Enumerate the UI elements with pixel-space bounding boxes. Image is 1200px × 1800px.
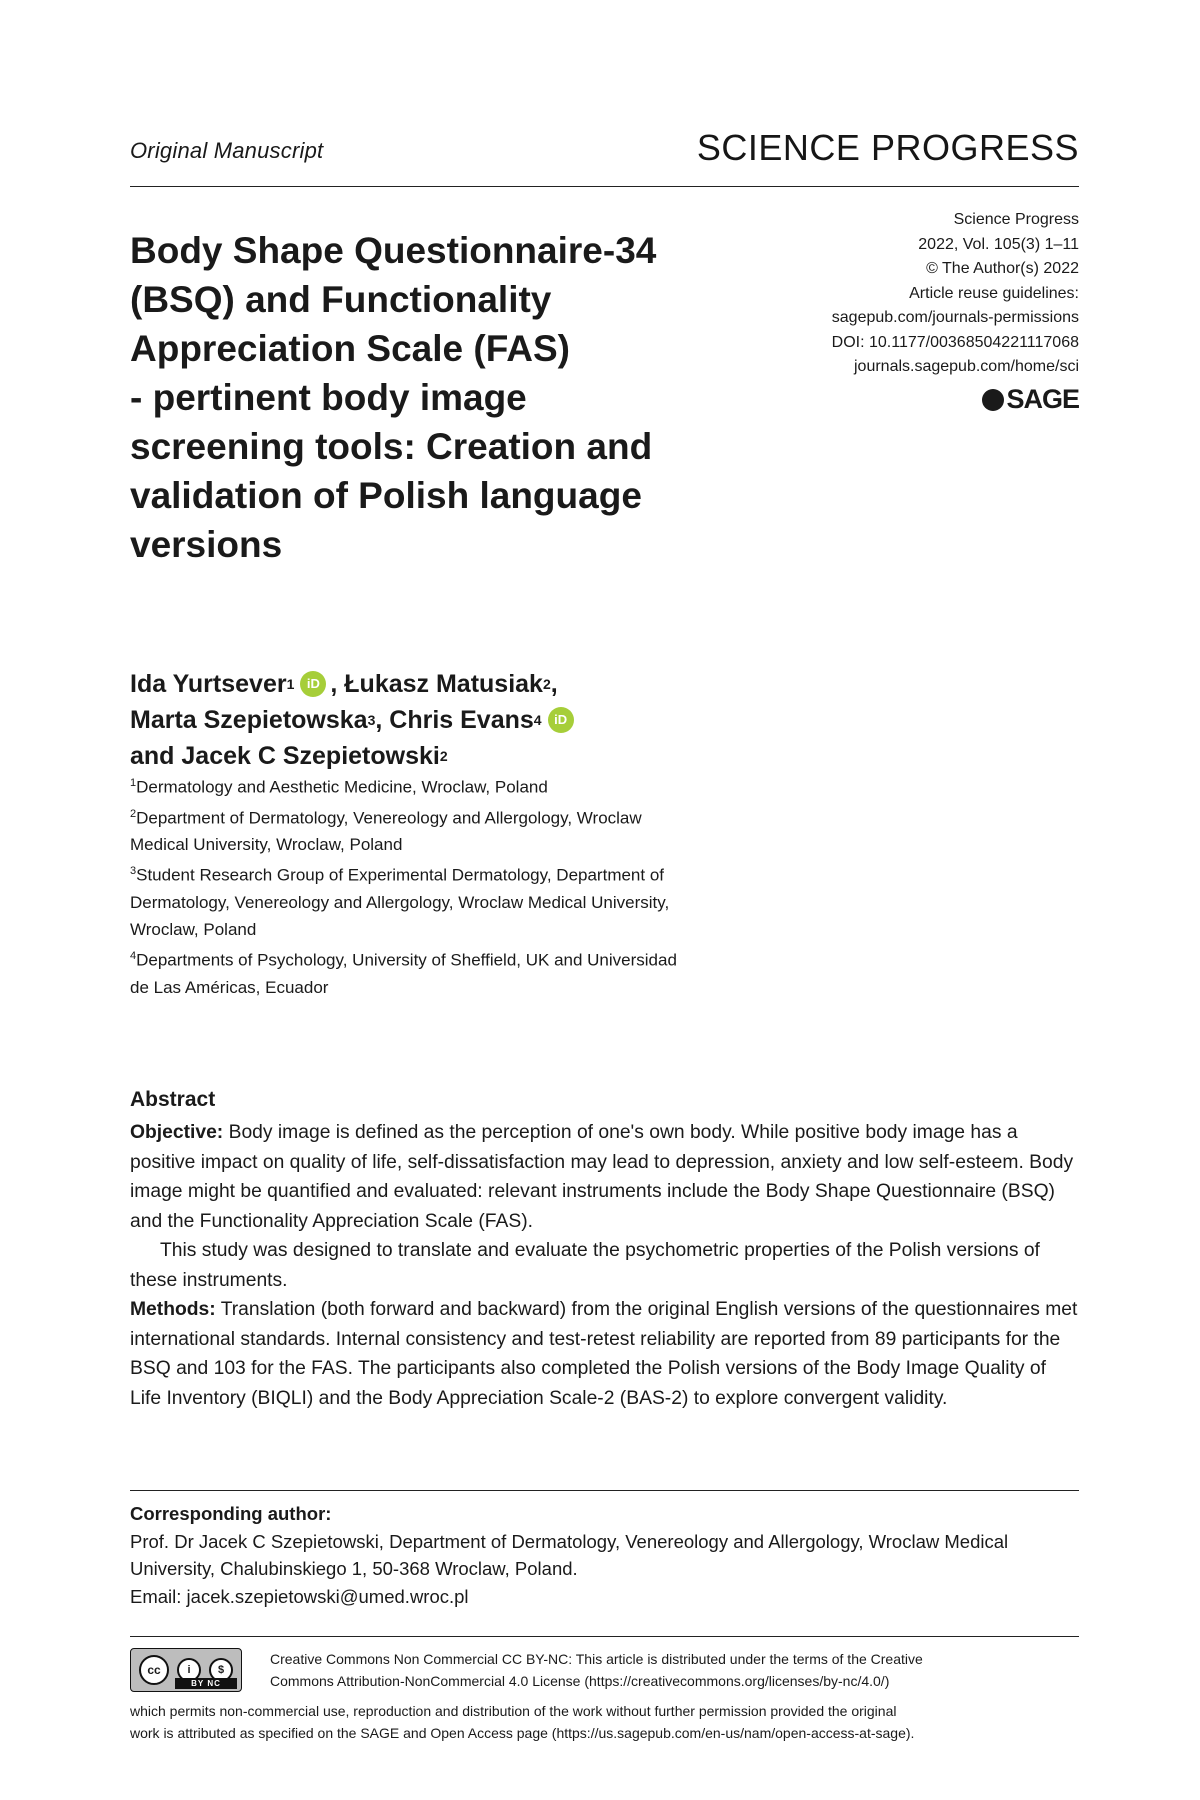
header-divider xyxy=(130,186,1079,187)
abstract-body xyxy=(130,1118,1079,1413)
title-line: (BSQ) and Functionality xyxy=(130,279,552,320)
abstract-objective xyxy=(130,1118,1079,1236)
methods-label: Methods: xyxy=(130,1299,216,1320)
nc-icon: $ xyxy=(209,1658,233,1682)
article-meta xyxy=(832,208,1079,380)
meta-journal: Science Progress xyxy=(953,211,1079,228)
license-line: Creative Commons Non Commercial CC BY-NC: This article is distributed under the terms of the Creative xyxy=(270,1651,923,1667)
objective-label: Objective: xyxy=(130,1122,224,1143)
sage-logo xyxy=(982,384,1079,415)
corresponding-divider xyxy=(130,1490,1079,1491)
cc-icon: cc xyxy=(139,1655,169,1685)
corresponding-line: Prof. Dr Jacek C Szepietowski, Department of Dermatology, Venereology and Allergology, Wroclaw Medical xyxy=(130,1530,1009,1552)
affiliation-sup: 4 xyxy=(130,949,137,962)
author-name: , Chris Evans xyxy=(375,706,534,734)
affiliations xyxy=(130,770,770,1001)
affiliation-3-cont: Wroclaw, Poland xyxy=(130,919,257,939)
title-line: validation of Polish language xyxy=(130,475,642,516)
author-name: and Jacek C Szepietowski xyxy=(130,742,440,770)
orcid-icon[interactable]: iD xyxy=(548,707,574,733)
author-line: and Jacek C Szepietowski 2 xyxy=(130,738,830,774)
abstract-objective-cont: This study was designed to translate and evaluate the psychometric properties of the Polish versions of these instruments. xyxy=(130,1240,1040,1291)
by-icon: i xyxy=(177,1658,201,1682)
title-line: Appreciation Scale (FAS) xyxy=(130,328,570,369)
author-separator: , xyxy=(550,670,558,698)
sage-logo-text: SAGE xyxy=(1006,384,1079,414)
abstract-heading: Abstract xyxy=(130,1088,216,1111)
meta-copyright: © The Author(s) 2022 xyxy=(926,260,1079,277)
meta-reuse-link[interactable]: sagepub.com/journals-permissions xyxy=(831,309,1079,326)
affiliation-3 xyxy=(130,858,770,889)
affiliation-3-cont: Dermatology, Venereology and Allergology, Wroclaw Medical University, xyxy=(130,892,670,912)
affiliation-2 xyxy=(130,801,770,832)
author-name: Ida Yurtsever xyxy=(130,670,287,698)
affiliation-2-cont: Medical University, Wroclaw, Poland xyxy=(130,835,403,855)
affiliation-4-cont: de Las Américas, Ecuador xyxy=(130,977,329,997)
author-list xyxy=(130,666,830,774)
cc-by-nc-badge[interactable] xyxy=(130,1648,242,1692)
affiliation-4 xyxy=(130,943,770,974)
title-line: Body Shape Questionnaire-34 xyxy=(130,230,657,271)
title-line: screening tools: Creation and xyxy=(130,426,653,467)
corresponding-label: Corresponding author: xyxy=(130,1503,332,1524)
affiliation-1 xyxy=(130,770,770,801)
methods-text: Translation (both forward and backward) from the original English versions of the questionnaires met international standards. Internal consistency and test-retest reliability are reported from 89 participants for the BSQ and 103 for the FAS. The participants also completed the Polish versions of the Body Image Quality of Life Inventory (BIQLI) and the Body Appreciation Scale-2 (BAS-2) to explore convergent validity. xyxy=(130,1299,1078,1409)
sage-logo-icon xyxy=(982,389,1004,411)
license-text-cont xyxy=(130,1700,1079,1744)
license-line: work is attributed as specified on the SAGE and Open Access page (https://us.sagepub.com/en-us/nam/open-access-at-sage). xyxy=(130,1725,915,1741)
affiliation-text: Department of Dermatology, Venereology and Allergology, Wroclaw xyxy=(136,808,642,828)
affiliation-text: Student Research Group of Experimental Dermatology, Department of xyxy=(136,865,665,885)
meta-reuse-label: Article reuse guidelines: xyxy=(909,284,1079,302)
corresponding-author xyxy=(130,1500,1079,1610)
author-name: Marta Szepietowska xyxy=(130,706,368,734)
objective-text: Body image is defined as the perception of one's own body. While positive body image has a positive impact on quality of life, self-dissatisfaction may lead to depression, anxiety and low self-esteem. Body image might be quantified and evaluated: relevant instruments include the Body Shape Questionnaire (BSQ) and the Functionality Appreciation Scale (FAS). xyxy=(130,1122,1074,1232)
corresponding-line: University, Chalubinskiego 1, 50-368 Wroclaw, Poland. xyxy=(130,1558,578,1579)
affiliation-text: Departments of Psychology, University of Sheffield, UK and Universidad xyxy=(136,950,677,970)
author-line: Ida Yurtsever 1 iD , Łukasz Matusiak 2 , xyxy=(130,666,830,702)
meta-homepage-link[interactable]: journals.sagepub.com/home/sci xyxy=(853,358,1079,375)
license-divider xyxy=(130,1636,1079,1637)
meta-doi[interactable]: DOI: 10.1177/00368504221117068 xyxy=(831,333,1079,351)
manuscript-type: Original Manuscript xyxy=(130,138,324,163)
affiliation-sup: 2 xyxy=(130,807,137,820)
cc-badge-strip: BY NC xyxy=(175,1678,237,1689)
license-text xyxy=(270,1648,1079,1692)
meta-volume: 2022, Vol. 105(3) 1–11 xyxy=(918,235,1079,253)
license-link[interactable]: Commons Attribution-NonCommercial 4.0 License (https://creativecommons.org/licenses/by-nc/4.0/) xyxy=(270,1673,890,1689)
article-title xyxy=(130,226,750,569)
affiliation-sup: 1 xyxy=(130,777,137,789)
affiliation-text: Dermatology and Aesthetic Medicine, Wroclaw, Poland xyxy=(136,777,548,797)
title-line: - pertinent body image xyxy=(130,377,527,418)
corresponding-email[interactable]: Email: jacek.szepietowski@umed.wroc.pl xyxy=(130,1585,469,1607)
abstract-methods xyxy=(130,1295,1079,1413)
journal-name: SCIENCE PROGRESS xyxy=(696,127,1079,168)
affiliation-sup: 3 xyxy=(130,865,137,878)
license-line: which permits non-commercial use, reproduction and distribution of the work without further permission provided the original xyxy=(130,1703,897,1719)
author-name: , Łukasz Matusiak xyxy=(330,670,543,698)
title-line: versions xyxy=(130,524,283,565)
author-line: Marta Szepietowska 3 , Chris Evans 4 iD xyxy=(130,702,830,738)
orcid-icon[interactable]: iD xyxy=(300,671,326,697)
